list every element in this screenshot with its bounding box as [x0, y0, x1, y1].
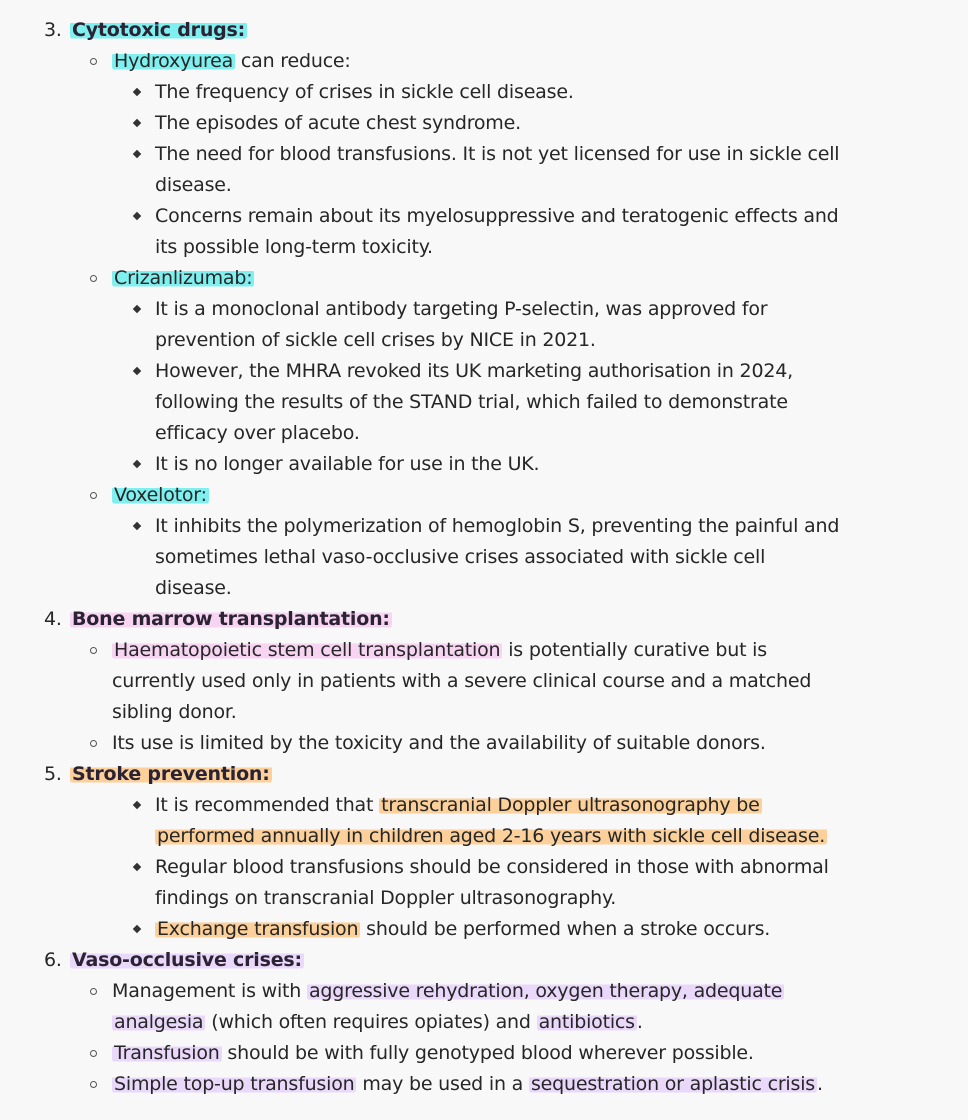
list-item-continuation: sometimes lethal vaso-occlusive crises associated with sickle cell [155, 546, 766, 568]
hollow-bullet-icon [90, 740, 97, 747]
diamond-bullet-icon [133, 367, 141, 375]
diamond-bullet-icon [133, 305, 141, 313]
text: should be with fully genotyped blood wherever possible. [221, 1042, 754, 1064]
hollow-bullet-icon [90, 988, 97, 995]
hollow-bullet-icon [90, 275, 97, 282]
list-item-continuation [155, 822, 827, 850]
list-item-continuation: sibling donor. [112, 701, 237, 723]
list-item-continuation: following the results of the STAND trial, which failed to demonstrate [155, 391, 788, 413]
list-item: Regular blood transfusions should be considered in those with abnormal [155, 856, 829, 878]
list-item: It is a monoclonal antibody targeting P-selectin, was approved for [155, 298, 768, 320]
highlight-purple: aggressive rehydration, oxygen therapy, adequate [308, 980, 783, 1002]
diamond-bullet-icon [133, 460, 141, 468]
section-number: 5. [44, 763, 62, 785]
list-item-continuation: findings on transcranial Doppler ultrasonography. [155, 887, 617, 909]
list-item [112, 977, 784, 1005]
list-item: It is no longer available for use in the UK. [155, 453, 540, 475]
list-item [112, 1070, 823, 1098]
text: (which often requires opiates) and [205, 1011, 537, 1033]
hollow-bullet-icon [90, 647, 97, 654]
text: may be used in a [356, 1073, 529, 1095]
list-item [155, 791, 762, 819]
list-item: The episodes of acute chest syndrome. [155, 112, 521, 134]
highlight-cyan: Crizanlizumab: [114, 267, 253, 289]
list-item-continuation: disease. [155, 577, 232, 599]
text: is potentially curative but is [502, 639, 767, 661]
diamond-bullet-icon [133, 212, 141, 220]
hollow-bullet-icon [90, 492, 97, 499]
list-item-continuation: disease. [155, 174, 232, 196]
text: Management is with [112, 980, 307, 1002]
hollow-bullet-icon [90, 1050, 97, 1057]
list-item: Its use is limited by the toxicity and the availability of suitable donors. [112, 732, 766, 754]
section-title [70, 16, 247, 44]
text: . [816, 1073, 823, 1095]
diamond-bullet-icon [133, 88, 141, 96]
list-item-continuation [112, 1008, 643, 1036]
text: should be performed when a stroke occurs. [360, 918, 771, 940]
list-item-continuation: prevention of sickle cell crises by NICE in 2021. [155, 329, 596, 351]
list-item-continuation: currently used only in patients with a severe clinical course and a matched [112, 670, 812, 692]
text: can reduce: [235, 50, 351, 72]
highlight-orange: Exchange transfusion [157, 918, 359, 940]
list-item [112, 481, 209, 509]
list-item [112, 264, 254, 292]
section-title [70, 605, 392, 633]
list-item-continuation: its possible long-term toxicity. [155, 236, 433, 258]
highlight-purple: antibiotics [538, 1011, 635, 1033]
list-item [155, 915, 770, 943]
highlight-pink: Bone marrow transplantation: [72, 608, 390, 630]
section-title [70, 760, 272, 788]
highlight-purple: analgesia [114, 1011, 204, 1033]
highlight-orange: transcranial Doppler ultrasonography be [381, 794, 760, 816]
highlight-orange: Stroke prevention: [72, 763, 270, 785]
list-item: However, the MHRA revoked its UK marketing authorisation in 2024, [155, 360, 793, 382]
diamond-bullet-icon [133, 150, 141, 158]
list-item: The frequency of crises in sickle cell disease. [155, 81, 574, 103]
list-item-continuation: efficacy over placebo. [155, 422, 360, 444]
diamond-bullet-icon [133, 863, 141, 871]
highlight-pink: Haematopoietic stem cell transplantation [114, 639, 501, 661]
diamond-bullet-icon [133, 522, 141, 530]
highlight-cyan: Voxelotor: [114, 484, 207, 506]
text: It is recommended that [155, 794, 380, 816]
text: . [636, 1011, 643, 1033]
list-item: Concerns remain about its myelosuppressive and teratogenic effects and [155, 205, 839, 227]
section-number: 3. [44, 19, 62, 41]
highlight-purple: Vaso-occlusive crises: [72, 949, 302, 971]
section-number: 6. [44, 949, 62, 971]
list-item [112, 636, 767, 664]
list-item [112, 47, 351, 75]
diamond-bullet-icon [133, 925, 141, 933]
highlight-purple: Transfusion [114, 1042, 220, 1064]
highlight-purple: Simple top-up transfusion [114, 1073, 355, 1095]
hollow-bullet-icon [90, 1081, 97, 1088]
section-title [70, 946, 304, 974]
highlight-orange: performed annually in children aged 2-16 years with sickle cell disease. [157, 825, 826, 847]
highlight-cyan: Hydroxyurea [114, 50, 234, 72]
hollow-bullet-icon [90, 58, 97, 65]
list-item: The need for blood transfusions. It is not yet licensed for use in sickle cell [155, 143, 840, 165]
list-item [112, 1039, 754, 1067]
list-item: It inhibits the polymerization of hemoglobin S, preventing the painful and [155, 515, 840, 537]
section-number: 4. [44, 608, 62, 630]
highlight-purple: sequestration or aplastic crisis [530, 1073, 815, 1095]
diamond-bullet-icon [133, 801, 141, 809]
diamond-bullet-icon [133, 119, 141, 127]
highlight-cyan: Cytotoxic drugs: [72, 19, 246, 41]
